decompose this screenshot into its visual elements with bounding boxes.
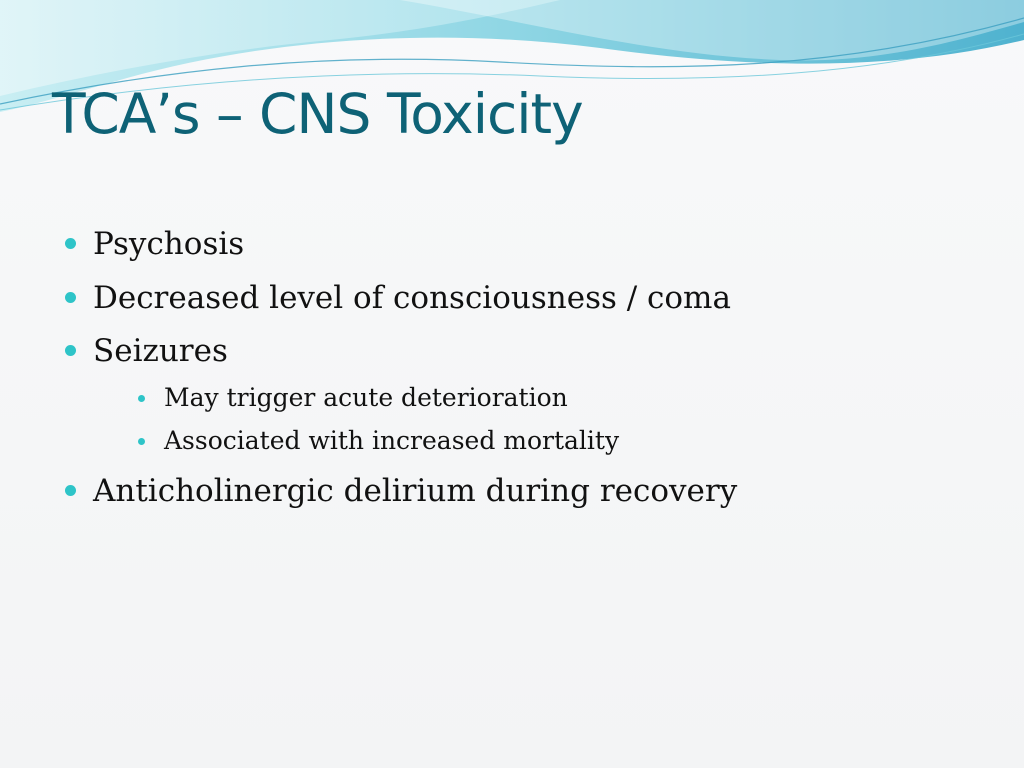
bullet-dot-icon [138,395,145,402]
bullet-text: Psychosis [93,226,245,262]
bullet-dot-icon [65,485,76,496]
sub-bullet-text: Associated with increased mortality [164,426,620,455]
bullet-text: Decreased level of consciousness / coma [93,280,731,316]
sub-bullet-text: May trigger acute deterioration [164,383,568,412]
bullet-item [93,279,731,317]
bullet-dot-icon [65,345,76,356]
bullet-text: Seizures [93,333,228,369]
sub-bullet-item [164,383,568,413]
bullet-dot-icon [138,438,145,445]
bullet-dot-icon [65,292,76,303]
bullet-item [93,225,244,263]
bullet-text: Anticholinergic delirium during recovery [93,473,738,509]
sub-bullet-item [164,426,619,456]
bullet-item [93,332,228,370]
bullet-item [93,472,737,510]
slide-title: TCA’s – CNS Toxicity [52,82,583,146]
bullet-dot-icon [65,238,76,249]
